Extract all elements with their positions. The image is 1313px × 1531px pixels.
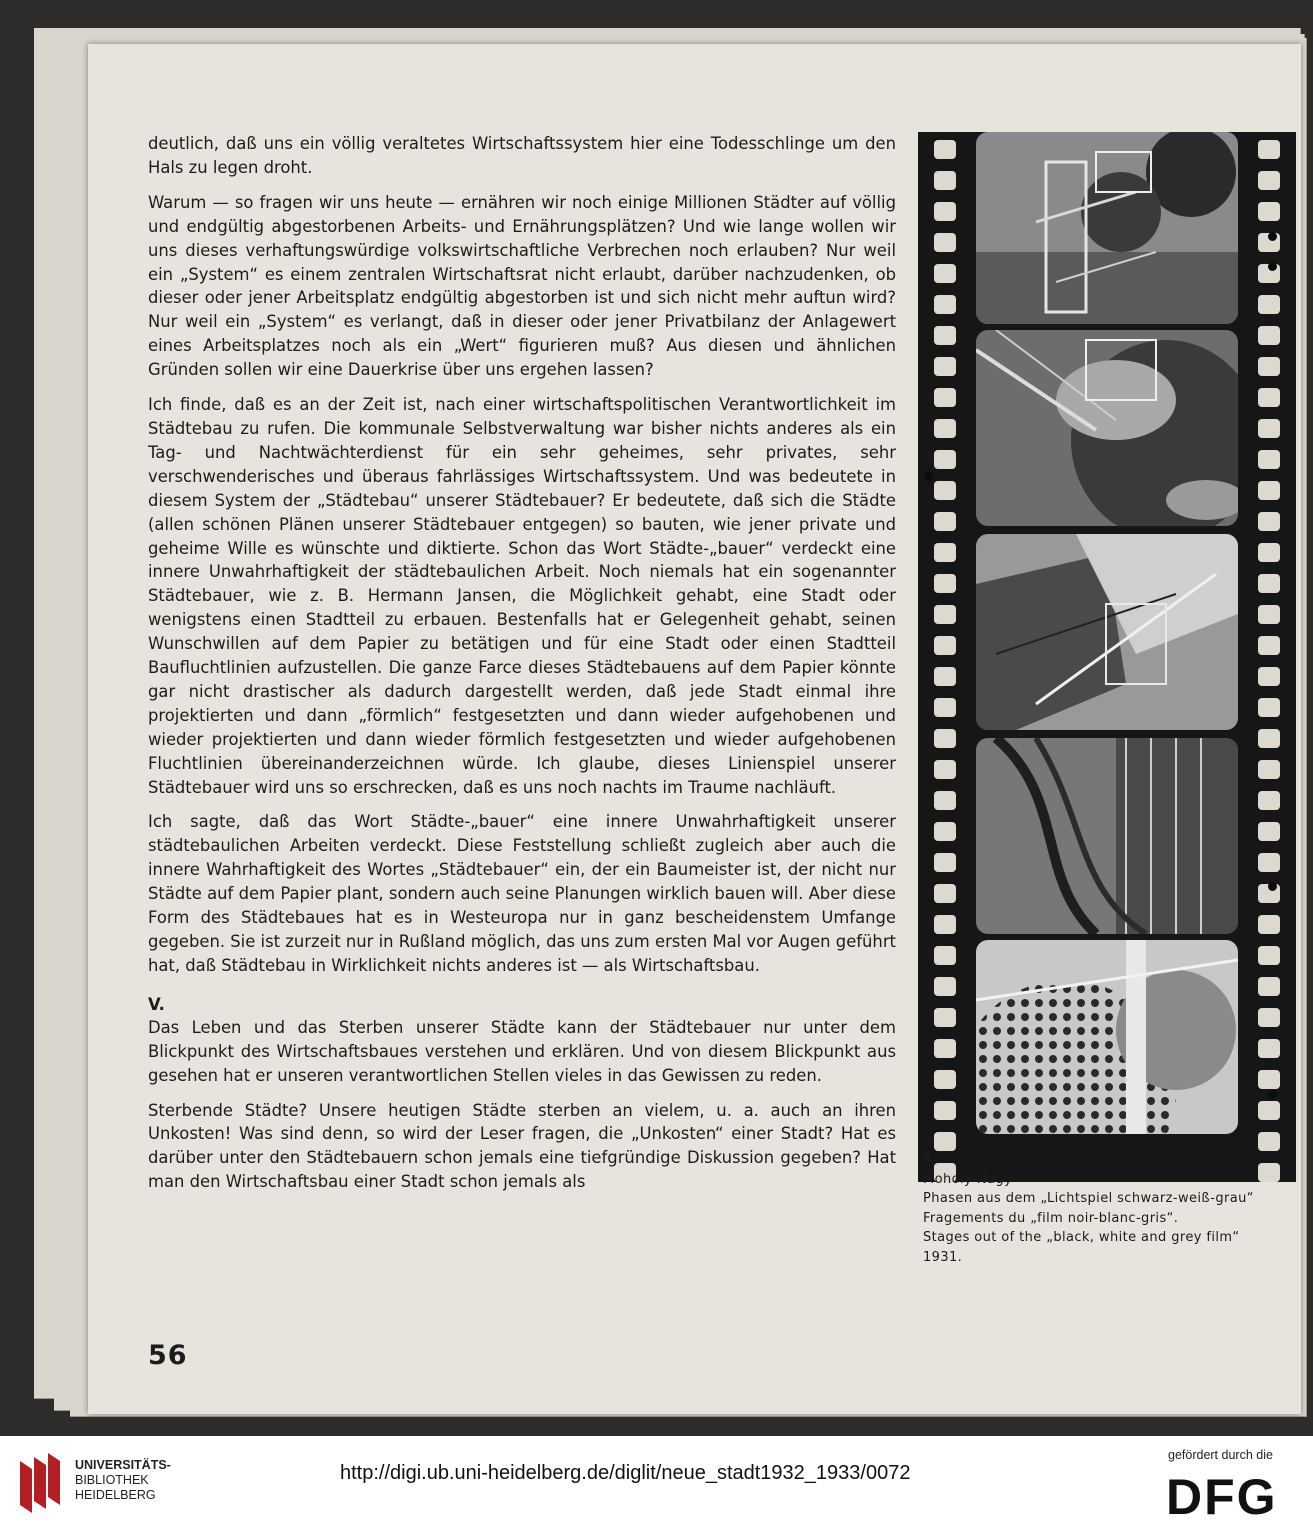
sprocket-hole [1258, 1101, 1280, 1120]
sprocket-hole [1258, 419, 1280, 438]
dfg-logo: DFG [1166, 1469, 1278, 1525]
sprocket-hole [1258, 574, 1280, 593]
film-frame-3 [976, 534, 1238, 730]
film-dot [1268, 882, 1277, 891]
sprocket-hole [934, 202, 956, 221]
sprocket-hole [934, 450, 956, 469]
sprocket-hole [934, 884, 956, 903]
filmstrip-photo [918, 132, 1296, 1182]
sprocket-hole [934, 481, 956, 500]
sprocket-hole [934, 264, 956, 283]
sprocket-hole [934, 543, 956, 562]
caption-french: Fragements du „film noir-blanc-gris“. [923, 1210, 1179, 1226]
library-logo-icon [14, 1453, 64, 1513]
sprocket-hole [1258, 791, 1280, 810]
sprocket-hole [934, 822, 956, 841]
library-name [75, 1458, 171, 1503]
permalink-url[interactable]: http://digi.ub.uni-heidelberg.de/diglit/neue_stadt1932_1933/0072 [340, 1462, 911, 1484]
sprocket-hole [934, 1070, 956, 1089]
sprocket-hole [1258, 605, 1280, 624]
sprocket-hole [934, 667, 956, 686]
sprocket-hole [934, 1008, 956, 1027]
film-dot [1268, 232, 1277, 241]
sprocket-hole [934, 760, 956, 779]
sprocket-hole [1258, 822, 1280, 841]
sprocket-hole [1258, 202, 1280, 221]
sprocket-hole [934, 388, 956, 407]
sprocket-hole [1258, 977, 1280, 996]
caption-year: 1931. [923, 1249, 963, 1265]
section-paragraph-2: Sterbende Städte? Unsere heutigen Städte sterben an vielem, u. a. auch an ihren Unkosten! Was sind denn, so wird der Leser fragen, die „Unkosten“ einer Stadt? Hat es darüber unter den Städtebauern schon jemals eine tiefgründige Diskussion gegeben? Hat man den Wirtschaftsbau einer Stadt schon jemals als [148, 1100, 896, 1192]
paragraph-4: Ich sagte, daß das Wort Städte-„bauer“ eine innere Unwahrhaftigkeit unserer städtebaulichen Arbeiten verdeckt. Diese Feststellung schließt zugleich aber auch die innere Wahrhaftigkeit des Wortes „Städtebauer“ ein, der ein Baumeister ist, der nicht nur Städte auf dem Papier plant, sondern auch seine Planungen wirklich bauen will. Aber diese Form des Städtebaues hat es in Westeuropa nur in ganz bescheidenstem Umfange gegeben. Sie ist zurzeit nur in Rußland möglich, das uns zum ersten Mal vor Augen geführt hat, daß Städtebau in Wirklichkeit nichts anderes ist — als Wirtschaftsbau. [148, 812, 896, 975]
sprocket-hole [1258, 357, 1280, 376]
sprocket-hole [934, 574, 956, 593]
caption-german: Phasen aus dem „Lichtspiel schwarz-weiß-grau“ [923, 1191, 1254, 1206]
library-line-3: HEIDELBERG [75, 1488, 156, 1502]
sprocket-hole [1258, 450, 1280, 469]
sprocket-hole [934, 171, 956, 190]
sprocket-hole [1258, 543, 1280, 562]
sprocket-hole [1258, 481, 1280, 500]
film-dot [1268, 262, 1277, 271]
sprocket-hole [934, 729, 956, 748]
sprocket-hole [1258, 1132, 1280, 1151]
sprocket-hole [1258, 698, 1280, 717]
sprocket-hole [1258, 946, 1280, 965]
paragraph-2: Warum — so fragen wir uns heute — ernähren wir noch einige Millionen Städter auf völlig und endgültig abgestorbenen Arbeits- und Ernährungsplätzen? Und wie lange wollen wir uns dieses verhaftungswürdige volkswirtschaftliche Verbrechen noch erlauben? Nur weil ein „System“ es einem zentralen Wirtschaftsrat nicht erlaubt, darüber nachzudenken, ob dieser oder jener Arbeitsplatz endgültig abgestorben ist und sich nicht mehr auftun wird? Nur weil ein „System“ es verlangt, daß in dieser oder jener Privatbilanz der Anlagewert eines Arbeitsplatzes noch als ein „Wert“ figurieren muß? Aus diesen und ähnlichen Gründen sollen wir eine Dauerkrise über uns ergehen lassen? [148, 192, 896, 380]
sprocket-hole [1258, 512, 1280, 531]
section-paragraph-1: Das Leben und das Sterben unserer Städte kann der Städtebauer nur unter dem Blickpunkt des Wirtschaftsbaues verstehen und erklären. Und von diesem Blickpunkt aus gesehen hat er unseren verantwortlichen Stellen vieles in das Gewissen zu reden. [148, 1017, 896, 1085]
sprocket-hole [934, 512, 956, 531]
sprocket-hole [1258, 760, 1280, 779]
paragraph-1: deutlich, daß uns ein völlig veraltetes Wirtschaftssystem hier eine Todesschlinge um den Hals zu legen droht. [148, 134, 896, 177]
sprocket-hole [934, 791, 956, 810]
sprocket-hole [1258, 326, 1280, 345]
sprocket-hole [934, 326, 956, 345]
sprocket-hole [1258, 388, 1280, 407]
sprocket-hole [1258, 295, 1280, 314]
sprocket-hole [934, 357, 956, 376]
sprocket-hole [1258, 1070, 1280, 1089]
article-body [148, 132, 896, 1205]
funded-by-label: gefördert durch die [1168, 1448, 1273, 1462]
figure-number: 9 [923, 1152, 932, 1166]
sprocket-hole [934, 605, 956, 624]
sprocket-hole [934, 233, 956, 252]
film-dot [1268, 1090, 1277, 1099]
sprocket-hole [934, 1101, 956, 1120]
book-page [88, 44, 1301, 1414]
paragraph-3: Ich finde, daß es an der Zeit ist, nach einer wirtschaftspolitischen Verantwortlichkeit im Städtebau zu rufen. Die kommunale Selbstverwaltung war bisher nichts anderes als ein Tag- und Nachtwächterdienst für ein sehr geheimes, sehr privates, sehr verschwenderisches und überaus fahrlässiges Wirtschaftssystem. Und was bedeutete in diesem System der „Städtebau“ unserer Städtebauer? Er bedeutete, daß sich die Städte (allen schönen Plänen unserer Städtebauer entgegen) so bauten, wie jener private und geheime Wille es wünschte und diktierte. Schon das Wort Städte-„bauer“ verdeckt eine innere Unwahrhaftigkeit der städtebaulichen Arbeit. Noch niemals hat ein sogenannter Städtebauer, wie z. B. Hermann Jansen, die Möglichkeit gehabt, eine Stadt oder wenigstens einen Stadtteil zu erbauen. Bestenfalls hat er Gelegenheit gehabt, seinen Wunschwillen auf dem Papier zu betätigen und für eine Stadt oder einen Stadtteil Baufluchtlinien aufzustellen. Die ganze Farce dieses Städtebauens auf dem Papier könnte gar nicht drastischer als dadurch dargestellt werden, daß jede Stadt einmal ihre projektierten und dann „förmlich“ festgesetzten und dann wieder aufgehobenen und wieder projektierten und dann wieder förmlich festgesetzten und wieder aufgehobenen Fluchtlinien übereinanderzeichnen würde. Ich glaube, dieses Linienspiel unserer Städtebauer wird uns so erschrecken, daß es uns noch nachts im Traume nachläuft. [148, 395, 896, 797]
sprocket-hole [934, 140, 956, 159]
film-frame-2 [976, 330, 1238, 526]
sprocket-hole [934, 1039, 956, 1058]
sprocket-hole [934, 698, 956, 717]
sprocket-hole [1258, 636, 1280, 655]
film-dot [924, 472, 933, 481]
film-frame-1 [976, 132, 1238, 324]
sprocket-hole [934, 977, 956, 996]
sprocket-hole [1258, 853, 1280, 872]
sprocket-hole [1258, 1008, 1280, 1027]
sprocket-hole [934, 419, 956, 438]
sprocket-hole [1258, 1039, 1280, 1058]
library-line-1: UNIVERSITÄTS- [75, 1458, 171, 1472]
caption-english: Stages out of the „black, white and grey film“ [923, 1230, 1240, 1245]
film-frame-5 [976, 940, 1238, 1134]
section-heading: V. [148, 994, 165, 1014]
sprocket-hole [934, 636, 956, 655]
caption-artist: Moholy-Nagy [923, 1171, 1013, 1187]
sprocket-hole [1258, 171, 1280, 190]
sprocket-hole [1258, 915, 1280, 934]
library-line-2: BIBLIOTHEK [75, 1473, 149, 1487]
page-number: 56 [148, 1340, 188, 1371]
sprocket-hole [934, 1132, 956, 1151]
sprocket-hole [1258, 140, 1280, 159]
sprocket-hole [934, 915, 956, 934]
footer-bar [0, 1436, 1313, 1531]
film-frame-4 [976, 738, 1238, 934]
sprocket-hole [934, 946, 956, 965]
sprocket-hole [934, 853, 956, 872]
figure-caption [923, 1150, 1293, 1267]
sprocket-hole [1258, 667, 1280, 686]
sprocket-hole [934, 295, 956, 314]
sprocket-hole [1258, 729, 1280, 748]
